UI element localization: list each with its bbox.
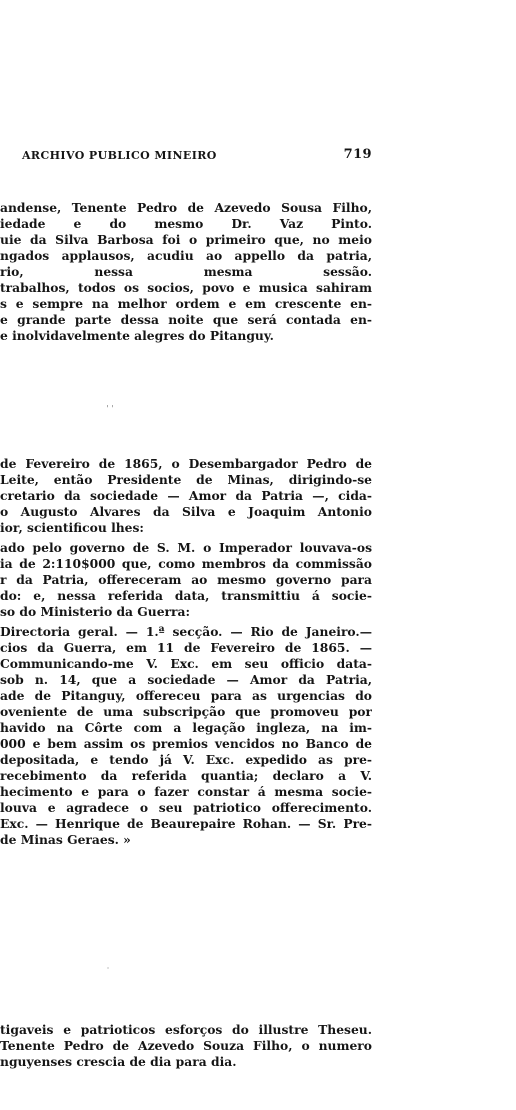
text-line: do: e, nessa referida data, transmittiu á socie- bbox=[0, 588, 372, 603]
text-line: o Augusto Alvares da Silva e Joaquim Antonio bbox=[0, 504, 372, 519]
text-line: tigaveis e patrioticos esforços do illustre Theseu. bbox=[0, 1022, 372, 1037]
text-line: recebimento da referida quantia; declaro a V. bbox=[0, 768, 372, 783]
text-line: nguyenses crescia de dia para dia. bbox=[0, 1054, 237, 1069]
text-line: s e sempre na melhor ordem e em crescente en- bbox=[0, 296, 372, 311]
text-line: iedade e do mesmo Dr. Vaz Pinto. bbox=[0, 216, 372, 231]
text-line: oveniente de uma subscripção que promoveu por bbox=[0, 704, 372, 719]
text-line: andense, Tenente Pedro de Azevedo Sousa Filho, bbox=[0, 200, 372, 215]
text-line: cios da Guerra, em 11 de Fevereiro de 1865. — bbox=[0, 640, 372, 655]
text-line: r da Patria, offereceram ao mesmo governo para bbox=[0, 572, 372, 587]
text-line: Tenente Pedro de Azevedo Souza Filho, o numero bbox=[0, 1038, 372, 1053]
text-line: havido na Côrte com a legação ingleza, na im- bbox=[0, 720, 372, 735]
text-line: de Minas Geraes. » bbox=[0, 832, 131, 847]
text-line: so do Ministerio da Guerra: bbox=[0, 604, 191, 619]
text-line: de Fevereiro de 1865, o Desembargador Pedro de bbox=[0, 456, 372, 471]
text-line: uie da Silva Barbosa foi o primeiro que, no meio bbox=[0, 232, 372, 247]
text-line: hecimento e para o fazer constar á mesma socie- bbox=[0, 784, 372, 799]
section-separator: ' ' bbox=[106, 404, 114, 413]
text-line: Communicando-me V. Exc. em seu officio data- bbox=[0, 656, 372, 671]
text-line: cretario da sociedade — Amor da Patria —, cida- bbox=[0, 488, 372, 503]
text-line: louva e agradece o seu patriotico offerecimento. bbox=[0, 800, 372, 815]
page-number: 719 bbox=[343, 147, 372, 162]
text-line: e grande parte dessa noite que será contada en- bbox=[0, 312, 372, 327]
text-line: depositada, e tendo já V. Exc. expedido as pre- bbox=[0, 752, 372, 767]
text-line: Exc. — Henrique de Beaurepaire Rohan. — Sr. Pre- bbox=[0, 816, 372, 831]
text-line: e inolvidavelmente alegres do Pitanguy. bbox=[0, 328, 274, 343]
text-line: ngados applausos, acudiu ao appello da patria, bbox=[0, 248, 372, 263]
text-line: rio, nessa mesma sessão. bbox=[0, 264, 372, 279]
text-line: sob n. 14, que a sociedade — Amor da Patria, bbox=[0, 672, 372, 687]
text-line: ade de Pitanguy, offereceu para as urgencias do bbox=[0, 688, 372, 703]
text-line: 000 e bem assim os premios vencidos no Banco de bbox=[0, 736, 372, 751]
text-line: trabalhos, todos os socios, povo e musica sahiram bbox=[0, 280, 372, 295]
text-line: ior, scientificou lhes: bbox=[0, 520, 144, 535]
text-line: Directoria geral. — 1.ª secção. — Rio de Janeiro.— bbox=[0, 624, 372, 639]
running-header bbox=[0, 147, 372, 165]
running-title: ARCHIVO PUBLICO MINEIRO bbox=[22, 149, 217, 162]
text-line: ia de 2:110$000 que, como membros da commissão bbox=[0, 556, 372, 571]
section-separator: · bbox=[106, 964, 110, 973]
text-line: ado pelo governo de S. M. o Imperador louvava-os bbox=[0, 540, 372, 555]
text-line: Leite, então Presidente de Minas, dirigindo-se bbox=[0, 472, 372, 487]
